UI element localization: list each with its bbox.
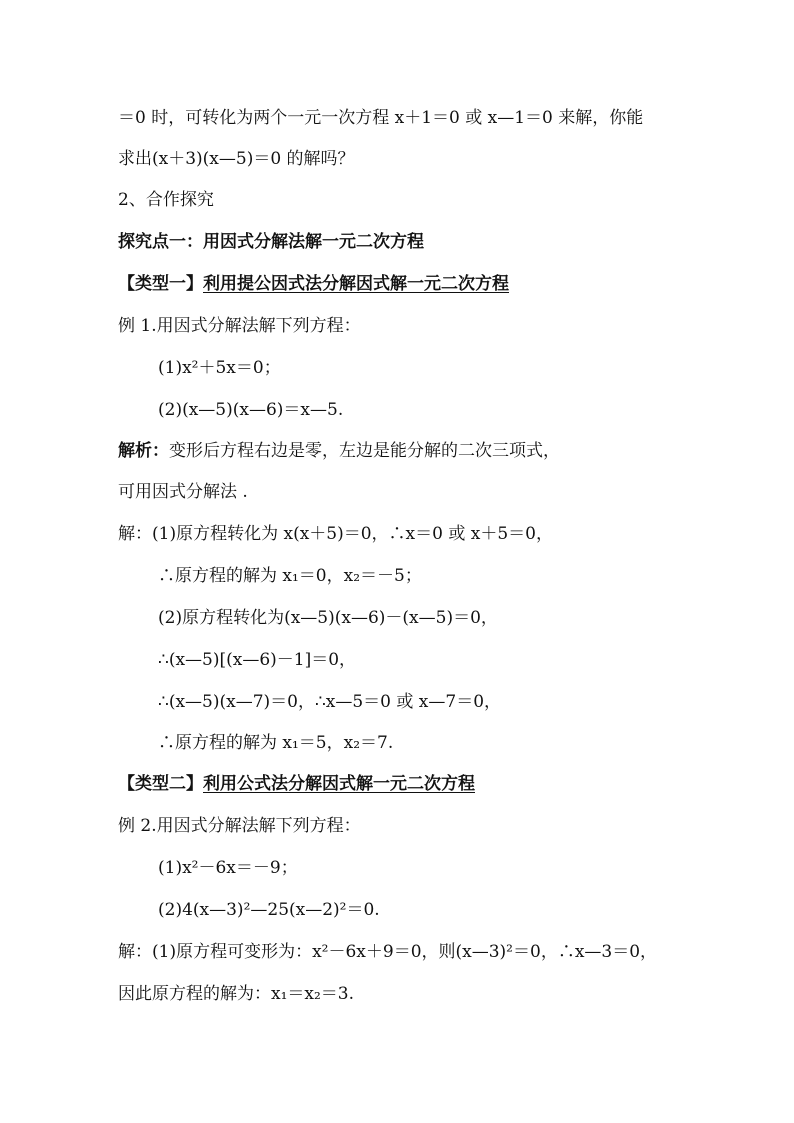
section-heading: 2、合作探究 bbox=[118, 190, 214, 210]
intro-line-1: ＝0 时，可转化为两个一元一次方程 x＋1＝0 或 x—1＝0 来解，你能 bbox=[118, 108, 644, 128]
exploration-point-heading: 探究点一：用因式分解法解一元二次方程 bbox=[118, 232, 424, 252]
solution-3-line-1: 解：(1)原方程可变形为：x²－6x＋9＝0，则(x—3)²＝0，∴x—3＝0， bbox=[118, 942, 658, 962]
type-two-heading bbox=[118, 772, 475, 796]
type-two-title: 利用公式法分解因式解一元二次方程 bbox=[203, 774, 475, 794]
analysis-line-2: 可用因式分解法 . bbox=[118, 482, 248, 502]
solution-3-line-2: 因此原方程的解为：x₁＝x₂＝3. bbox=[118, 984, 355, 1004]
analysis-label: 解析： bbox=[118, 441, 169, 461]
solution-2-line-3: ∴(x—5)(x—7)＝0，∴x—5＝0 或 x—7＝0， bbox=[158, 692, 502, 712]
solution-1-line-1: 解：(1)原方程转化为 x(x＋5)＝0，∴x＝0 或 x＋5＝0， bbox=[118, 524, 553, 544]
intro-line-2: 求出(x＋3)(x—5)＝0 的解吗？ bbox=[118, 149, 355, 169]
type-one-heading bbox=[118, 272, 509, 296]
example-1-part-2: (2)(x—5)(x—6)＝x—5. bbox=[158, 400, 344, 420]
analysis-line bbox=[118, 439, 560, 463]
analysis-text: 变形后方程右边是零，左边是能分解的二次三项式， bbox=[169, 441, 560, 461]
type-one-title: 利用提公因式法分解因式解一元二次方程 bbox=[203, 274, 509, 294]
example-2-prompt: 例 2.用因式分解法解下列方程： bbox=[118, 816, 361, 836]
type-two-bracket: 【类型二】 bbox=[118, 774, 203, 794]
example-2-part-2: (2)4(x—3)²—25(x—2)²＝0. bbox=[158, 900, 380, 920]
example-2-part-1: (1)x²－6x＝－9； bbox=[158, 858, 298, 878]
solution-2-line-2: ∴(x—5)[(x—6)－1]＝0， bbox=[158, 650, 357, 670]
example-1-prompt: 例 1.用因式分解法解下列方程： bbox=[118, 316, 361, 336]
solution-2-line-4: ∴原方程的解为 x₁＝5，x₂＝7. bbox=[158, 733, 394, 753]
type-one-bracket: 【类型一】 bbox=[118, 274, 203, 294]
solution-2-line-1: (2)原方程转化为(x—5)(x—6)－(x—5)＝0， bbox=[158, 608, 498, 628]
solution-1-line-2: ∴原方程的解为 x₁＝0，x₂＝－5； bbox=[158, 566, 422, 586]
example-1-part-1: (1)x²＋5x＝0； bbox=[158, 358, 281, 378]
